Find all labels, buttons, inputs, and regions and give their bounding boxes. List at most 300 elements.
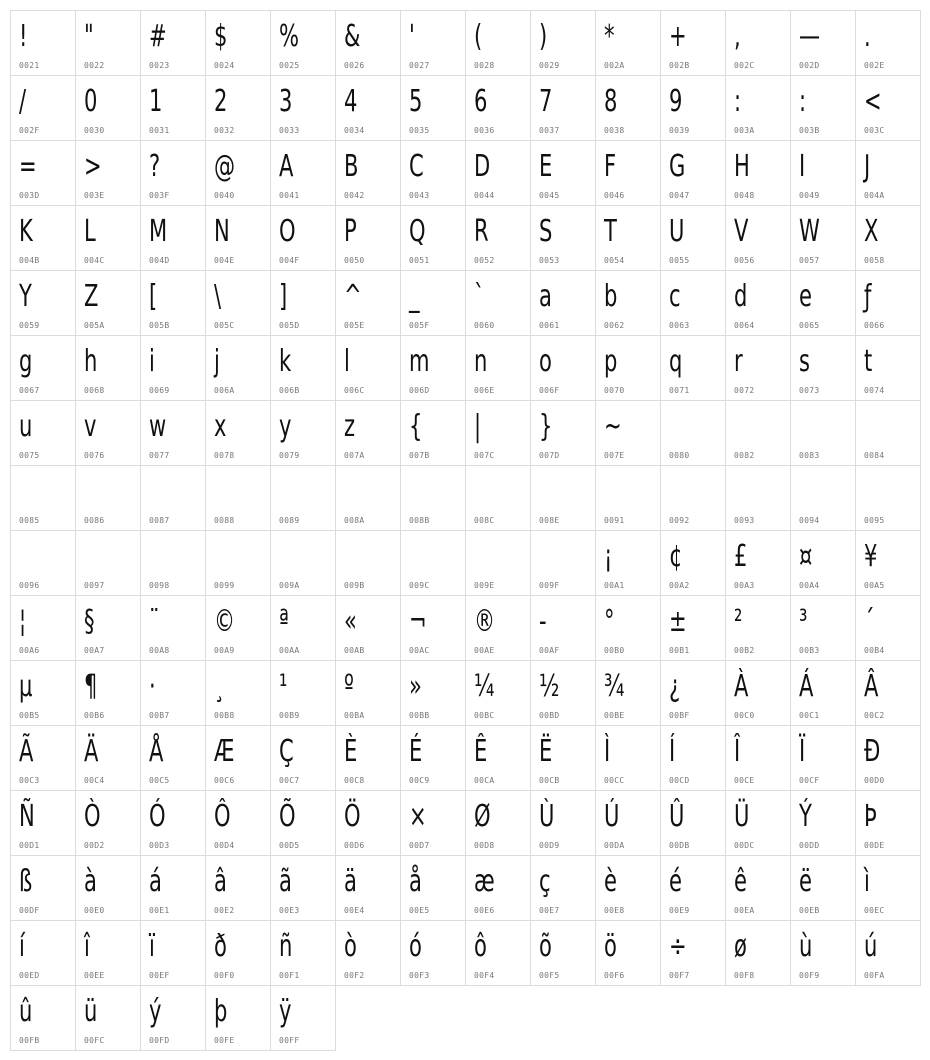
glyph-cell [790, 465, 856, 531]
glyph-code: 00C5 [149, 776, 170, 785]
glyph-cell [595, 140, 661, 206]
glyph-code: 00F0 [214, 971, 235, 980]
glyph-char: î [84, 929, 90, 964]
glyph-cell [270, 660, 336, 726]
glyph-code: 0048 [734, 191, 755, 200]
glyph-char: ½ [539, 669, 560, 704]
glyph-cell [75, 140, 141, 206]
glyph-char: ï [149, 929, 155, 964]
glyph-cell [530, 790, 596, 856]
glyph-code: 002A [604, 61, 625, 70]
glyph-cell [595, 725, 661, 791]
glyph-char: z [344, 409, 356, 444]
glyph-code: 00D3 [149, 841, 170, 850]
glyph-cell [530, 465, 596, 531]
glyph-code: 007E [604, 451, 625, 460]
glyph-cell [140, 270, 206, 336]
glyph-cell [855, 530, 921, 596]
glyph-cell [790, 855, 856, 921]
glyph-code: 00D9 [539, 841, 560, 850]
glyph-char: ñ [279, 929, 293, 964]
glyph-code: 009E [474, 581, 495, 590]
glyph-cell [270, 985, 336, 1051]
glyph-code: 00E5 [409, 906, 430, 915]
glyph-char: : [734, 84, 742, 119]
glyph-code: 008E [539, 516, 560, 525]
glyph-char: N [214, 214, 230, 249]
glyph-cell [855, 595, 921, 661]
glyph-cell [335, 205, 401, 271]
glyph-char: ÿ [279, 994, 292, 1029]
glyph-cell [725, 335, 791, 401]
glyph-cell [530, 335, 596, 401]
glyph-char: ` [474, 279, 485, 314]
glyph-cell [855, 790, 921, 856]
glyph-cell [75, 270, 141, 336]
glyph-code: 00D8 [474, 841, 495, 850]
glyph-code: 00E3 [279, 906, 300, 915]
glyph-code: 0080 [669, 451, 690, 460]
glyph-cell [10, 985, 76, 1051]
glyph-code: 005F [409, 321, 430, 330]
glyph-cell [140, 660, 206, 726]
glyph-cell [725, 75, 791, 141]
glyph-code: 00D4 [214, 841, 235, 850]
glyph-char: 2 [214, 84, 228, 119]
glyph-char: 7 [539, 84, 553, 119]
glyph-char: _ [409, 279, 420, 314]
glyph-cell [140, 595, 206, 661]
glyph-code: 0064 [734, 321, 755, 330]
glyph-cell [335, 75, 401, 141]
glyph-cell [530, 725, 596, 791]
glyph-code: 0043 [409, 191, 430, 200]
glyph-code: 005E [344, 321, 365, 330]
glyph-code: 00B6 [84, 711, 105, 720]
glyph-code: 00CE [734, 776, 755, 785]
glyph-char: ( [474, 19, 483, 54]
glyph-cell [270, 400, 336, 466]
glyph-code: 00DD [799, 841, 820, 850]
glyph-char: é [669, 864, 682, 899]
glyph-code: 00BC [474, 711, 495, 720]
glyph-cell [725, 205, 791, 271]
glyph-code: 0031 [149, 126, 170, 135]
glyph-code: 00E2 [214, 906, 235, 915]
glyph-char: ¥ [864, 539, 878, 574]
glyph-char: e [799, 279, 812, 314]
glyph-cell [270, 465, 336, 531]
glyph-char: % [279, 19, 300, 54]
glyph-char: « [344, 604, 357, 639]
glyph-cell [270, 270, 336, 336]
glyph-char: ê [734, 864, 747, 899]
glyph-char: Ï [799, 734, 806, 769]
glyph-code: 0079 [279, 451, 300, 460]
glyph-cell [75, 75, 141, 141]
glyph-cell [400, 400, 466, 466]
glyph-code: 00B7 [149, 711, 170, 720]
glyph-cell [10, 205, 76, 271]
glyph-char: o [539, 344, 552, 379]
glyph-code: 00F3 [409, 971, 430, 980]
glyph-code: 00E8 [604, 906, 625, 915]
glyph-char: Á [799, 669, 814, 704]
glyph-cell [530, 270, 596, 336]
glyph-cell [465, 530, 531, 596]
glyph-char: µ [19, 669, 33, 704]
glyph-char: Â [864, 669, 879, 704]
glyph-char: Y [19, 279, 32, 314]
glyph-char: < [864, 84, 882, 119]
glyph-char: ë [799, 864, 812, 899]
glyph-cell [205, 400, 271, 466]
glyph-code: 0075 [19, 451, 40, 460]
glyph-char: j [214, 344, 220, 379]
glyph-char: ¬ [409, 604, 427, 639]
glyph-char: C [409, 149, 424, 184]
glyph-cell [10, 400, 76, 466]
glyph-char: Ø [474, 799, 491, 834]
glyph-char: Å [149, 734, 164, 769]
glyph-char: ' [409, 19, 415, 54]
glyph-cell [660, 75, 726, 141]
glyph-cell [270, 140, 336, 206]
glyph-code: 00D6 [344, 841, 365, 850]
glyph-code: 00B4 [864, 646, 885, 655]
glyph-cell [75, 335, 141, 401]
glyph-cell [140, 985, 206, 1051]
glyph-code: 0060 [474, 321, 495, 330]
glyph-code: 0089 [279, 516, 300, 525]
glyph-code: 00C3 [19, 776, 40, 785]
glyph-char: Ö [344, 799, 361, 834]
glyph-cell [790, 530, 856, 596]
glyph-cell [205, 530, 271, 596]
glyph-cell [205, 270, 271, 336]
glyph-cell [595, 205, 661, 271]
glyph-cell [530, 595, 596, 661]
glyph-cell [10, 660, 76, 726]
glyph-cell [75, 530, 141, 596]
glyph-char: ý [149, 994, 162, 1029]
glyph-code: 00E6 [474, 906, 495, 915]
glyph-code: 0070 [604, 386, 625, 395]
glyph-char: ° [604, 604, 615, 639]
glyph-code: 009C [409, 581, 430, 590]
glyph-cell [660, 205, 726, 271]
glyph-code: 00AA [279, 646, 300, 655]
glyph-code: 006D [409, 386, 430, 395]
glyph-code: 002E [864, 61, 885, 70]
glyph-code: 005A [84, 321, 105, 330]
glyph-char: b [604, 279, 618, 314]
glyph-code: 00A6 [19, 646, 40, 655]
glyph-cell [790, 660, 856, 726]
glyph-code: 0026 [344, 61, 365, 70]
glyph-char: » [409, 669, 422, 704]
glyph-cell [725, 855, 791, 921]
glyph-char: H [734, 149, 750, 184]
glyph-code: 0057 [799, 256, 820, 265]
glyph-cell [335, 10, 401, 76]
glyph-cell [855, 75, 921, 141]
glyph-code: 00A7 [84, 646, 105, 655]
glyph-cell [75, 10, 141, 76]
glyph-cell [725, 400, 791, 466]
glyph-char: í [19, 929, 25, 964]
glyph-char: I [799, 149, 806, 184]
glyph-cell [465, 205, 531, 271]
glyph-code: 0071 [669, 386, 690, 395]
glyph-char: A [279, 149, 294, 184]
glyph-cell [270, 725, 336, 791]
glyph-cell [595, 530, 661, 596]
glyph-char: × [409, 799, 427, 834]
glyph-char: ô [474, 929, 487, 964]
glyph-code: 00A5 [864, 581, 885, 590]
glyph-char: q [669, 344, 683, 379]
glyph-code: 0055 [669, 256, 690, 265]
glyph-cell [595, 75, 661, 141]
glyph-cell [10, 725, 76, 791]
glyph-cell [660, 920, 726, 986]
glyph-code: 00BF [669, 711, 690, 720]
glyph-char: { [409, 409, 423, 444]
glyph-code: 0067 [19, 386, 40, 395]
glyph-code: 0082 [734, 451, 755, 460]
glyph-code: 00C6 [214, 776, 235, 785]
glyph-cell [270, 855, 336, 921]
glyph-code: 003C [864, 126, 885, 135]
glyph-char: a [539, 279, 552, 314]
glyph-code: 00F6 [604, 971, 625, 980]
glyph-cell [75, 855, 141, 921]
glyph-code: 0054 [604, 256, 625, 265]
glyph-char: g [19, 344, 33, 379]
glyph-code: 0049 [799, 191, 820, 200]
glyph-char: d [734, 279, 748, 314]
glyph-char: i [149, 344, 155, 379]
glyph-code: 0045 [539, 191, 560, 200]
glyph-code: 00FB [19, 1036, 40, 1045]
glyph-cell [855, 270, 921, 336]
glyph-char: } [539, 409, 553, 444]
glyph-char: ì [864, 864, 870, 899]
glyph-char: U [669, 214, 685, 249]
glyph-cell [140, 140, 206, 206]
glyph-char: © [214, 604, 236, 639]
glyph-code: 0024 [214, 61, 235, 70]
glyph-char: ¶ [84, 669, 98, 704]
glyph-char: > [84, 149, 102, 184]
glyph-cell [530, 855, 596, 921]
glyph-cell [75, 725, 141, 791]
glyph-char: 5 [409, 84, 423, 119]
glyph-code: 00A3 [734, 581, 755, 590]
glyph-char: * [604, 19, 615, 54]
glyph-cell [140, 855, 206, 921]
glyph-code: 00E9 [669, 906, 690, 915]
glyph-cell [595, 400, 661, 466]
glyph-cell [270, 595, 336, 661]
glyph-code: 00CA [474, 776, 495, 785]
glyph-code: 0088 [214, 516, 235, 525]
glyph-char: P [344, 214, 357, 249]
glyph-cell [75, 660, 141, 726]
glyph-cell [530, 920, 596, 986]
glyph-char: Ð [864, 734, 881, 769]
glyph-code: 0027 [409, 61, 430, 70]
glyph-code: 006E [474, 386, 495, 395]
glyph-char: E [539, 149, 553, 184]
glyph-code: 002C [734, 61, 755, 70]
glyph-code: 0046 [604, 191, 625, 200]
glyph-cell [790, 595, 856, 661]
glyph-char: ƒ [864, 279, 872, 314]
glyph-cell [465, 140, 531, 206]
glyph-char: ] [279, 279, 288, 314]
glyph-cell [75, 790, 141, 856]
glyph-code: 0063 [669, 321, 690, 330]
glyph-cell [725, 465, 791, 531]
glyph-char: 1 [149, 84, 163, 119]
glyph-cell [10, 920, 76, 986]
glyph-char: à [84, 864, 97, 899]
glyph-cell [205, 465, 271, 531]
glyph-cell [725, 790, 791, 856]
glyph-cell [725, 920, 791, 986]
glyph-char: " [84, 19, 94, 54]
glyph-char: K [19, 214, 33, 249]
glyph-char: / [19, 84, 27, 119]
glyph-code: 00FC [84, 1036, 105, 1045]
glyph-char: ÷ [669, 929, 687, 964]
glyph-code: 003F [149, 191, 170, 200]
glyph-char: ² [734, 604, 743, 639]
glyph-cell [660, 270, 726, 336]
glyph-code: 00DF [19, 906, 40, 915]
glyph-char: Ì [604, 734, 611, 769]
glyph-code: 0042 [344, 191, 365, 200]
glyph-cell [75, 465, 141, 531]
glyph-char: ù [799, 929, 813, 964]
glyph-char: ö [604, 929, 617, 964]
glyph-cell [205, 660, 271, 726]
glyph-code: 00FD [149, 1036, 170, 1045]
glyph-char: û [19, 994, 33, 1029]
glyph-code: 0058 [864, 256, 885, 265]
glyph-code: 0084 [864, 451, 885, 460]
glyph-cell [270, 920, 336, 986]
glyph-code: 00CF [799, 776, 820, 785]
glyph-char: V [734, 214, 749, 249]
glyph-cell [10, 75, 76, 141]
glyph-code: 00FE [214, 1036, 235, 1045]
glyph-code: 009A [279, 581, 300, 590]
glyph-char: h [84, 344, 98, 379]
glyph-cell [660, 465, 726, 531]
glyph-code: 0087 [149, 516, 170, 525]
glyph-char: § [84, 604, 95, 639]
glyph-code: 0038 [604, 126, 625, 135]
glyph-char: ) [539, 19, 548, 54]
glyph-code: 00B8 [214, 711, 235, 720]
glyph-cell [595, 660, 661, 726]
glyph-cell [75, 920, 141, 986]
glyph-char: Ó [149, 799, 166, 834]
glyph-char: Ü [734, 799, 750, 834]
glyph-code: 006B [279, 386, 300, 395]
glyph-code: 00B0 [604, 646, 625, 655]
glyph-char: $ [214, 19, 228, 54]
glyph-cell [140, 530, 206, 596]
glyph-char: ¤ [799, 539, 813, 574]
glyph-code: 0044 [474, 191, 495, 200]
glyph-code: 00E1 [149, 906, 170, 915]
glyph-code: 00A9 [214, 646, 235, 655]
glyph-code: 0078 [214, 451, 235, 460]
glyph-char: ¨ [149, 604, 160, 639]
glyph-code: 00BD [539, 711, 560, 720]
glyph-code: 0052 [474, 256, 495, 265]
glyph-char: ¼ [474, 669, 495, 704]
glyph-char: ¹ [279, 669, 288, 704]
glyph-cell [660, 595, 726, 661]
glyph-cell [660, 400, 726, 466]
glyph-code: 004D [149, 256, 170, 265]
glyph-code: 00EE [84, 971, 105, 980]
glyph-code: 0099 [214, 581, 235, 590]
glyph-code: 009F [539, 581, 560, 590]
glyph-cell [725, 140, 791, 206]
glyph-cell [10, 530, 76, 596]
glyph-cell [660, 335, 726, 401]
glyph-cell [335, 920, 401, 986]
glyph-cell [855, 855, 921, 921]
glyph-cell [855, 725, 921, 791]
glyph-code: 004F [279, 256, 300, 265]
glyph-code: 00D1 [19, 841, 40, 850]
glyph-code: 0083 [799, 451, 820, 460]
glyph-cell [140, 465, 206, 531]
glyph-cell [10, 10, 76, 76]
glyph-char: , [734, 19, 741, 54]
glyph-cell [465, 595, 531, 661]
glyph-cell [335, 595, 401, 661]
glyph-code: 0051 [409, 256, 430, 265]
glyph-cell [855, 335, 921, 401]
glyph-cell [140, 790, 206, 856]
glyph-code: 00C4 [84, 776, 105, 785]
glyph-char: ¦ [19, 604, 27, 639]
glyph-cell [465, 855, 531, 921]
glyph-cell [855, 10, 921, 76]
glyph-cell [335, 270, 401, 336]
glyph-char: ó [409, 929, 422, 964]
glyph-char: Ý [799, 799, 812, 834]
glyph-code: 0023 [149, 61, 170, 70]
glyph-code: 0098 [149, 581, 170, 590]
glyph-cell [140, 725, 206, 791]
glyph-cell [400, 465, 466, 531]
glyph-char: 8 [604, 84, 618, 119]
glyph-char: Ä [84, 734, 99, 769]
glyph-char: s [799, 344, 810, 379]
glyph-char: å [409, 864, 422, 899]
glyph-code: 003A [734, 126, 755, 135]
glyph-code: 00B2 [734, 646, 755, 655]
